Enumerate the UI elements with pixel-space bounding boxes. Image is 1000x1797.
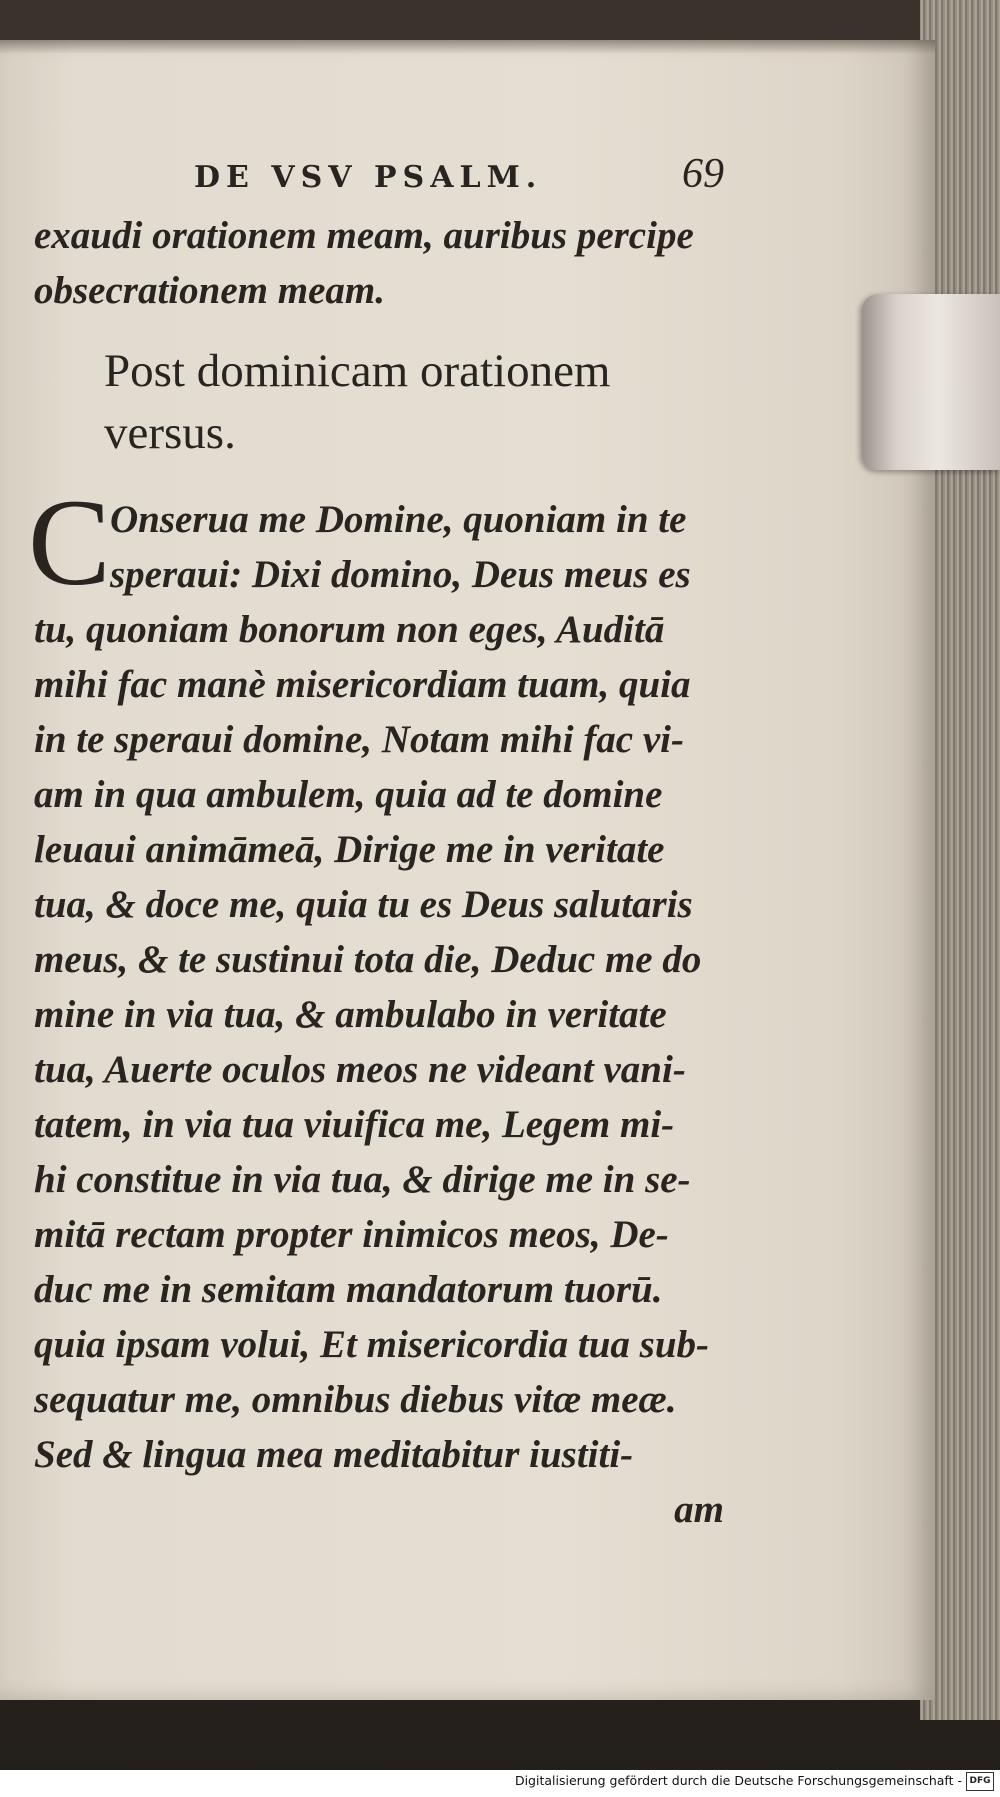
page-number: 69 (682, 151, 724, 197)
body-line: am in qua ambulem, quia ad te domine (34, 773, 663, 816)
body-line: tu, quoniam bonorum non eges, Auditā (34, 608, 665, 651)
dfg-logo: DFG (966, 1772, 994, 1791)
body-line: hi constitue in via tua, & dirige me in se- (34, 1158, 691, 1201)
body-line: mine in via tua, & ambulabo in veritate (34, 993, 667, 1036)
body-line: mitā rectam propter inimicos meos, De- (34, 1213, 669, 1256)
running-head (34, 150, 724, 208)
catchword: am (674, 1488, 724, 1531)
heading-line: Post dominicam orationem (104, 345, 611, 397)
body-line: in te speraui domine, Notam mihi fac vi- (34, 718, 684, 761)
heading-line: versus. (104, 407, 236, 459)
body-line: Onserua me Domine, quoniam in te (110, 498, 687, 541)
drop-cap: C (28, 474, 111, 611)
body-line: mihi fac manè misericordiam tuam, quia (34, 663, 691, 706)
body-line: tatem, in via tua viuifica me, Legem mi- (34, 1103, 675, 1146)
intro-line: obsecrationem meam. (34, 269, 385, 312)
body-line: tua, Auerte oculos meos ne videant vani- (34, 1048, 686, 1091)
page-text (28, 150, 734, 1537)
body-line: speraui: Dixi domino, Deus meus es (110, 553, 691, 596)
running-title: DE VSV PSALM. (194, 160, 543, 195)
body-line: meus, & te sustinui tota die, Deduc me do (34, 938, 702, 981)
digitization-footer (0, 1770, 1000, 1797)
body-line: Sed & lingua mea meditabitur iustiti- (34, 1433, 634, 1476)
funding-credit: Digitalisierung gefördert durch die Deutsche Forschungsgemeinschaft - (514, 1773, 962, 1788)
intro-line: exaudi orationem meam, auribus percipe (34, 214, 694, 257)
intro-lines (34, 208, 734, 318)
body-line: tua, & doce me, quia tu es Deus salutaris (34, 883, 693, 926)
page-tab-marker (862, 294, 1000, 470)
body-line: sequatur me, omnibus diebus vitæ meæ. (34, 1378, 677, 1421)
body-line: leuaui animāmeā, Dirige me in veritate (34, 828, 665, 871)
body-line: duc me in semitam mandatorum tuorū. (34, 1268, 663, 1311)
page-top-shadow (0, 40, 935, 54)
section-heading (34, 340, 734, 464)
body-line: quia ipsam volui, Et misericordia tua sub- (34, 1323, 710, 1366)
body-text (28, 474, 734, 1537)
